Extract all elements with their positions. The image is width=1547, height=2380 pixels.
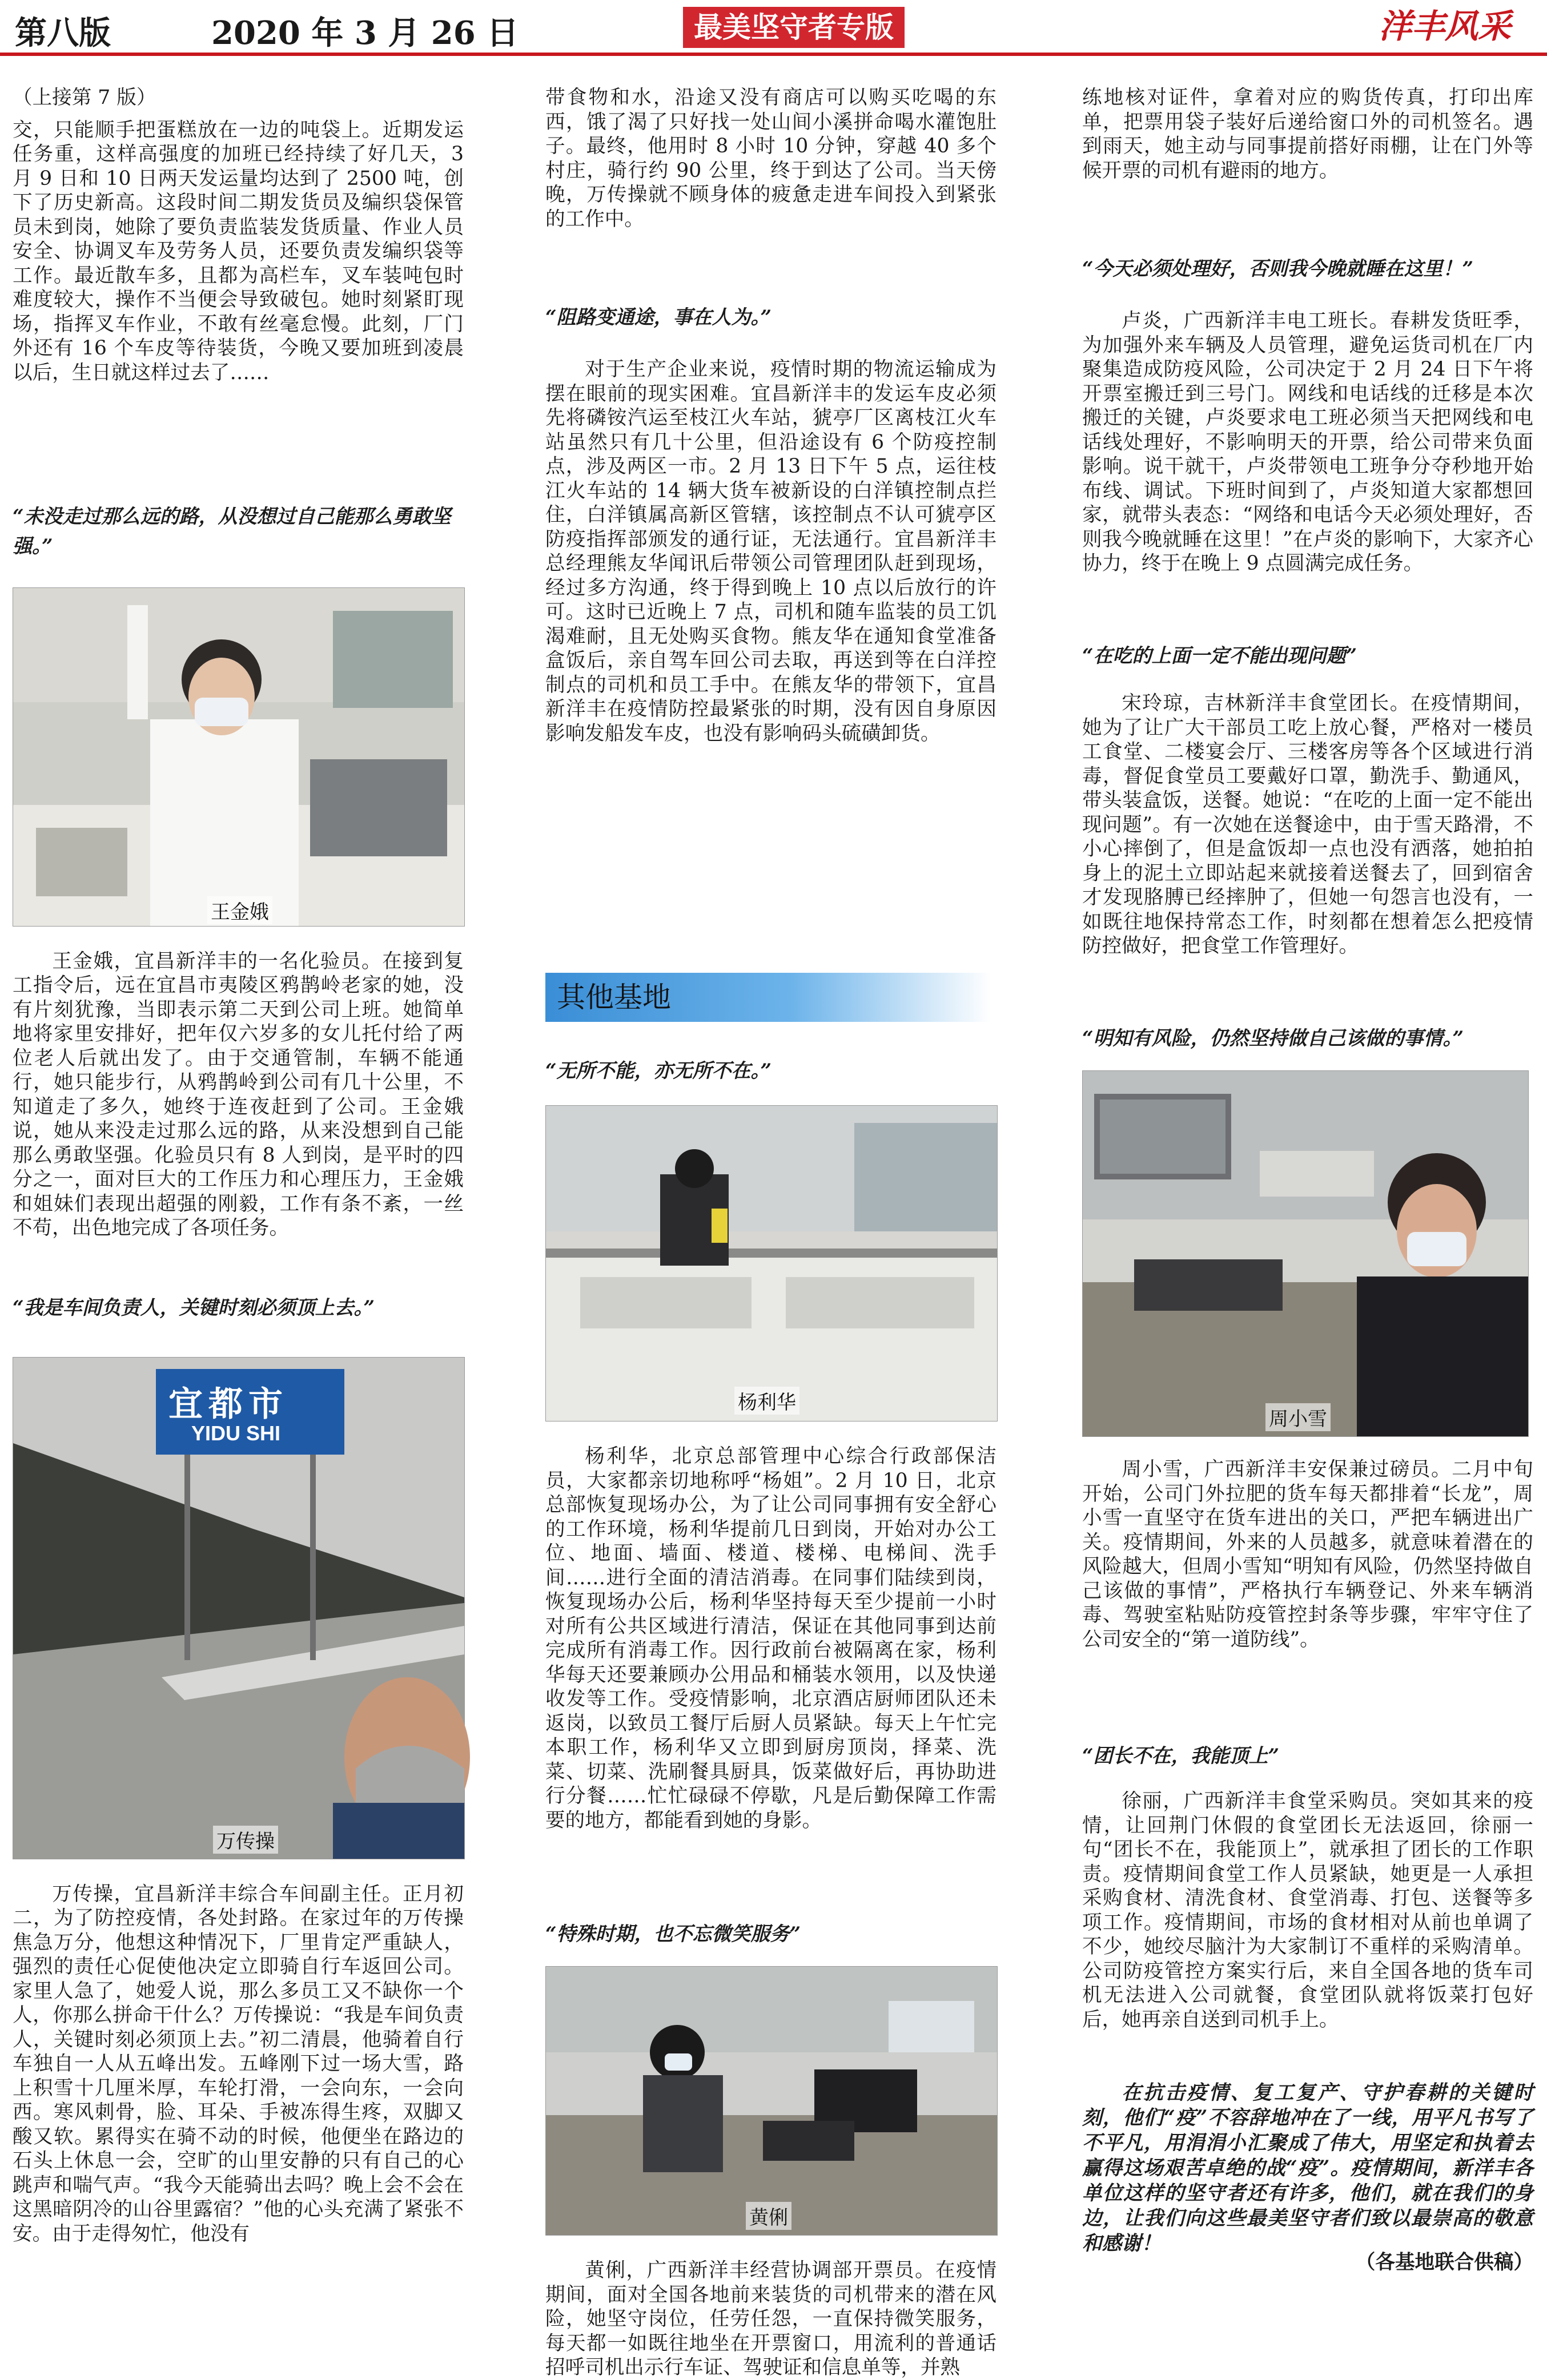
article-paragraph: 王金娥，宜昌新洋丰的一名化验员。在接到复工指令后，远在宜昌市夷陵区鸦鹊岭老家的她，没有片刻犹豫，当即表示第二天到公司上班。她简单地将家里安排好，把年仅六岁多的女儿托付给了两位老人后就出发了。由于交通管制，车辆不能通行，她只能步行，从鸦鹊岭到公司有几十公里，不知道走了多久，她终于连夜赶到了公司。王金娥说，她从来没走过那么远的路，从来没想到自己能那么勇敢坚强。化验员只有 8 人到岗，是平时的四分之一，面对巨大的工作压力和心理压力，王金娥和姐妹们表现出超强的刚毅，工作有条不紊，一丝不苟，出色地完成了各项任务。 (13, 949, 464, 1239)
column-2 (545, 86, 996, 2379)
photo-caption: 黄俐 (746, 2202, 791, 2230)
photo-wan-chuan-cao (13, 1357, 465, 1859)
photo-zhou-xiao-xue (1082, 1070, 1529, 1437)
article-paragraph: 对于生产企业来说，疫情时期的物流运输成为摆在眼前的现实困难。宜昌新洋丰的发运车皮必须先将磷铵汽运至枝江火车站，猇亭厂区离枝江火车站虽然只有几十公里，但沿途设有 6 个防疫控制点，涉及两区一市。2 月 13 日下午 5 点，运往枝江火车站的 14 辆大货车被新设的白洋镇控制点拦住，白洋镇属高新区管辖，该控制点不认可猇亭区防疫指挥部颁发的通行证，无法通行。宜昌新洋丰总经理熊友华闻讯后带领公司管理团队赶到现场，经过多方沟通，终于得到晚上 10 点以后放行的许可。这时已近晚上 7 点，司机和随车监装的员工饥渴难耐，且无处购买食物。熊友华在通知食堂准备盒饭后，亲自驾车回公司去取，再送到等在白洋控制点的司机和员工手中。在熊友华的带领下，宜昌新洋丰在疫情防控最紧张的时期，没有因自身原因影响发船发车皮，也没有影响码头硫磺卸货。 (545, 358, 996, 745)
pull-quote: “无所不能，亦无所不在。” (545, 1060, 772, 1082)
pull-quote: “在吃的上面一定不能出现问题” (1082, 645, 1357, 667)
continued-note: （上接第 7 版） (13, 86, 156, 109)
article-paragraph: 宋玲琼，吉林新洋丰食堂团长。在疫情期间，她为了让广大干部员工吃上放心餐，严格对一楼员工食堂、二楼宴会厅、三楼客房等各个区域进行消毒，督促食堂员工要戴好口罩，勤洗手、勤通风，带头装盒饭，送餐。她说：“在吃的上面一定不能出现问题”。有一次她在送餐途中，由于雪天路滑，不小心摔倒了，但是盒饭却一点也没有洒落，她拍拍身上的泥土立即站起来就接着送餐去了，回到宿舍才发现胳膊已经摔肿了，但她一句怨言也没有，一如既往地保持常态工作，时刻都在想着怎么把疫情防控做好，把食堂工作管理好。 (1082, 692, 1533, 957)
photo-huang-li (545, 1966, 998, 2236)
brand-logo: 洋丰风采 (1378, 7, 1511, 46)
pull-quote: “特殊时期，也不忘微笑服务” (545, 1923, 801, 1946)
article-paragraph: 徐丽，广西新洋丰食堂采购员。突如其来的疫情，让回荆门休假的食堂团长无法返回，徐丽一句“团长不在，我能顶上”，就承担了团长的工作职责。疫情期间食堂工作人员紧缺，她更是一人承担采购食材、清洗食材、食堂消毒、打包、送餐等多项工作。疫情期间，市场的食材相对从前也单调了不少，她绞尽脑汁为大家制订不重样的采购清单。公司防疫管控方案实行后，来自全国各地的货车司机无法进入公司就餐，食堂团队就将饭菜打包好后，她再亲自送到司机手上。 (1082, 1790, 1533, 2031)
pull-quote: “未没走过那么远的路，从没想过自己能那么勇敢坚强。” (13, 505, 451, 558)
photo-caption: 杨利华 (734, 1387, 799, 1415)
section-banner: 最美坚守者专版 (683, 7, 905, 48)
article-paragraph: 杨利华，北京总部管理中心综合行政部保洁员，大家都亲切地称呼“杨姐”。2 月 10 日，北京总部恢复现场办公，为了让公司同事拥有安全舒心的工作环境，杨利华提前几日到岗，开始对办公工位、地面、墙面、楼道、楼梯、电梯间、洗手间……进行全面的清洁消毒。在同事们陆续到岗，恢复现场办公后，杨利华坚持每天至少提前一小时对所有公共区域进行清洁，保证在其他同事到达前完成所有消毒工作。因行政前台被隔离在家，杨利华每天还要兼顾办公用品和桶装水领用，以及快递收发等工作。受疫情影响，北京酒店厨师团队还未返岗，以致员工餐厅后厨人员紧缺。每天上午忙完本职工作，杨利华又立即到厨房顶岗，择菜、洗菜、切菜、洗刷餐具厨具，饭菜做好后，再协助进行分餐……忙忙碌碌不停歇，凡是后勤保障工作需要的地方，都能看到她的身影。 (545, 1445, 996, 1832)
photo-caption: 万传操 (213, 1826, 278, 1854)
article-paragraph: 带食物和水，沿途又没有商店可以购买吃喝的东西，饿了渴了只好找一处山间小溪拼命喝水灌饱肚子。最终，他用时 8 小时 10 分钟，穿越 40 多个村庄，骑行约 90 公里，终于到达了公司。当天傍晚，万传操就不顾身体的疲惫走进车间投入到紧张的工作中。 (545, 86, 996, 231)
photo-caption: 周小雪 (1265, 1403, 1331, 1431)
masthead (0, 0, 1547, 63)
office-photo-image (546, 1106, 997, 1421)
column-1 (13, 86, 464, 2270)
closing-remarks: 在抗击疫情、复工复产、守护春耕的关键时刻，他们“疫”不容辞地冲在了一线，用平凡书写了不平凡，用涓涓小汇聚成了伟大，用坚定和执着去赢得这场艰苦卓绝的战“疫”。疫情期间，新洋丰各单位这样的坚守者还有许多，他们，就在我们的身边，让我们向这些最美坚守者们致以最崇高的敬意和感谢！ (1082, 2081, 1533, 2255)
pull-quote: “我是车间负责人，关键时刻必须顶上去。” (13, 1296, 375, 1319)
article-paragraph: 交，只能顺手把蛋糕放在一边的吨袋上。近期发运任务重，这样高强度的加班已经持续了好几天，3 月 9 日和 10 日两天发运量均达到了 2500 吨，创下了历史新高。这段时间二期发货员及编织袋保管员未到岗，她除了要负责监装发货质量、作业人员安全、协调叉车及劳务人员，还要负责发编织袋等工作。最近散车多，且都为高栏车，叉车装吨包时难度较大，操作不当便会导致破包。她时刻紧盯现场，指挥叉车作业，不敢有丝毫怠慢。此刻，厂门外还有 16 个车皮等待装货，今晚又要加班到凌晨以后，生日就这样过去了…… (13, 118, 464, 384)
ticket-window-photo-image (546, 1967, 997, 2235)
issue-date: 2020 年 3 月 26 日 (211, 14, 519, 52)
photo-caption: 王金娥 (207, 896, 272, 924)
road-sign-english: YIDU SHI (191, 1421, 281, 1445)
photo-wang-jin-e (13, 587, 465, 927)
lab-photo-image (13, 588, 464, 926)
section-heading: 其他基地 (545, 973, 991, 1022)
pull-quote: “明知有风险，仍然坚持做自己该做的事情。” (1082, 1027, 1464, 1050)
article-paragraph: 周小雪，广西新洋丰安保兼过磅员。二月中旬开始，公司门外拉肥的货车每天都排着“长龙”，周小雪一直坚守在货车进出的关口，严把车辆进出广关。疫情期间，外来的人员越多，就意味着潜在的风险越大，但周小雪知“明知有风险，仍然坚持做自己该做的事情”，严格执行车辆登记、外来车辆消毒、驾驶室粘贴防疫管控封条等步骤，牢牢守住了公司安全的“第一道防线”。 (1082, 1458, 1533, 1651)
article-paragraph: 卢炎，广西新洋丰电工班长。春耕发货旺季，为加强外来车辆及人员管理，避免运货司机在厂内聚集造成防疫风险，公司决定于 2 月 24 日下午将开票室搬迁到三号门。网线和电话线的迁移是本次搬迁的关键，卢炎要求电工班必须当天把网线和电话线处理好，不影响明天的开票，给公司带来负面影响。说干就干，卢炎带领电工班争分夺秒地开始布线、调试。下班时间到了，卢炎知道大家都想回家，就带头表态：“网络和电话今天必须处理好，否则我今晚就睡在这里！”在卢炎的影响下，大家齐心协力，终于在晚上 9 点圆满完成任务。 (1082, 309, 1533, 575)
masthead-rule (0, 53, 1547, 56)
column-3 (1082, 86, 1533, 2275)
pull-quote: “今天必须处理好，否则我今晚就睡在这里！” (1082, 257, 1474, 280)
photo-yang-li-hua (545, 1105, 998, 1421)
article-paragraph: 黄俐，广西新洋丰经营协调部开票员。在疫情期间，面对全国各地前来装货的司机带来的潜在风险，她坚守岗位，任劳任怨，一直保持微笑服务，每天都一如既往地坐在开票窗口，用流利的普通话招呼司机出示行车证、驾驶证和信息单等，并熟 (545, 2259, 996, 2379)
pull-quote: “阻路变通途，事在人为。” (545, 306, 772, 329)
article-paragraph: 万传操，宜昌新洋丰综合车间副主任。正月初二，为了防控疫情，各处封路。在家过年的万传操焦急万分，他想这种情况下，厂里肯定严重缺人，强烈的责任心促使他决定立即骑自行车返回公司。家里人急了，她爱人说，那么多员工又不缺你一个人，你那么拼命干什么？万传操说：“我是车间负责人，关键时刻必须顶上去。”初二清晨，他骑着自行车独自一人从五峰出发。五峰刚下过一场大雪，路上积雪十几厘米厚，车轮打滑，一会向东，一会向西。寒风刺骨，脸、耳朵、手被冻得生疼，双脚又酸又软。累得实在骑不动的时候，他便坐在路边的石头上休息一会，空旷的山里安静的只有自己的心跳声和喘气声。“我今天能骑出去吗？晚上会不会在这黑暗阴冷的山谷里露宿？”他的心头充满了紧张不安。由于走得匆忙，他没有 (13, 1882, 464, 2245)
weighbridge-desk-photo-image (1083, 1071, 1528, 1436)
pull-quote: “团长不在，我能顶上” (1082, 1745, 1280, 1767)
page-number: 第八版 (15, 14, 111, 52)
article-paragraph: 练地核对证件，拿着对应的购货传真，打印出库单，把票用袋子装好后递给窗口外的司机签名。遇到雨天，她主动与同事提前搭好雨棚，让在门外等候开票的司机有避雨的地方。 (1082, 86, 1533, 182)
road-sign-chinese: 宜都市 (168, 1384, 288, 1424)
article-credit: （各基地联合供稿） (1355, 2251, 1533, 2274)
